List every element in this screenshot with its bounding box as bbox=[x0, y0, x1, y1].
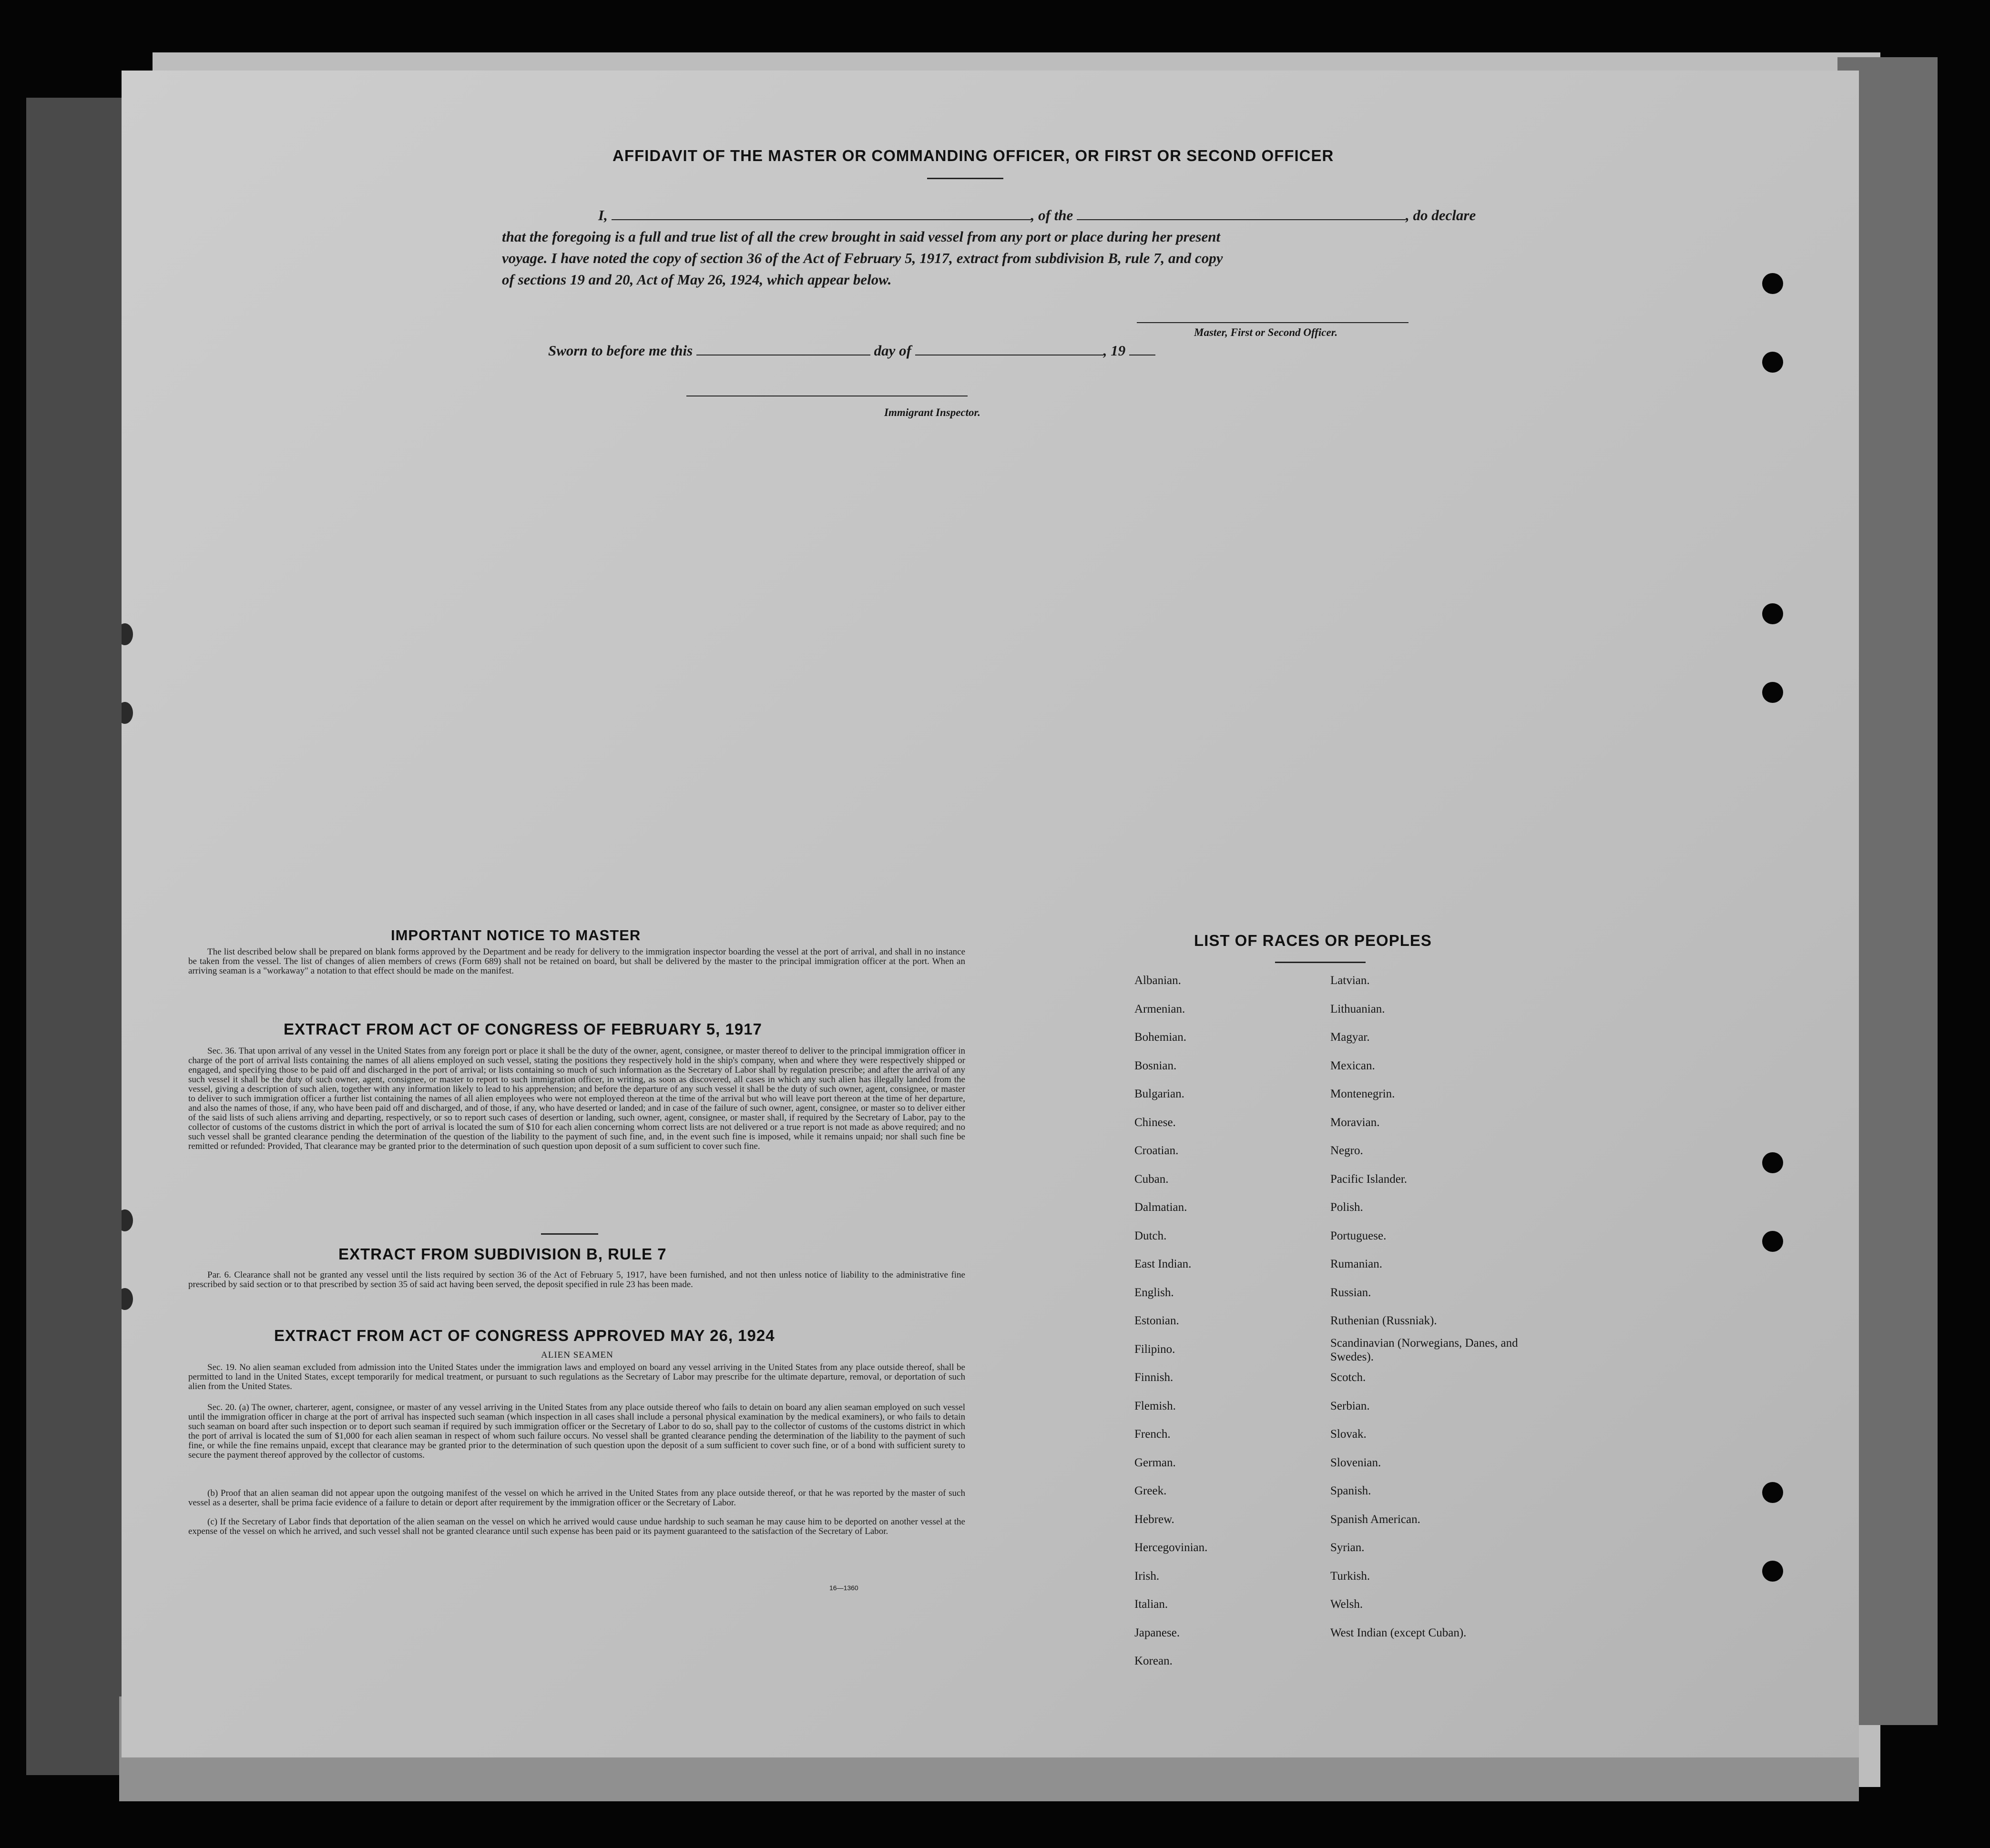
race-item: Croatian. bbox=[1134, 1144, 1179, 1157]
punch-hole bbox=[1762, 603, 1783, 624]
declaration-line-1 bbox=[598, 207, 1476, 224]
race-item: Bulgarian. bbox=[1134, 1087, 1184, 1100]
race-item: Montenegrin. bbox=[1330, 1087, 1395, 1100]
race-item: Dalmatian. bbox=[1134, 1201, 1187, 1214]
race-item: Chinese. bbox=[1134, 1116, 1176, 1129]
race-item: French. bbox=[1134, 1428, 1171, 1441]
rule7-title: EXTRACT FROM SUBDIVISION B, RULE 7 bbox=[338, 1245, 667, 1263]
races-title: LIST OF RACES OR PEOPLES bbox=[1194, 932, 1432, 949]
punch-hole bbox=[1762, 273, 1783, 294]
race-item: Slovak. bbox=[1330, 1428, 1367, 1441]
race-item: Turkish. bbox=[1330, 1569, 1370, 1583]
race-item: Flemish. bbox=[1134, 1399, 1176, 1412]
race-item: Finnish. bbox=[1134, 1371, 1174, 1384]
race-item: Greek. bbox=[1134, 1484, 1167, 1497]
declaration-line-4: of sections 19 and 20, Act of May 26, 1924, which appear below. bbox=[502, 271, 892, 288]
race-item: Dutch. bbox=[1134, 1229, 1167, 1242]
punch-hole bbox=[122, 702, 133, 724]
race-item: Japanese. bbox=[1134, 1626, 1180, 1639]
race-item: Negro. bbox=[1330, 1144, 1363, 1157]
race-item: Mexican. bbox=[1330, 1059, 1375, 1072]
race-item: Serbian. bbox=[1330, 1399, 1370, 1412]
extract-1924-title: EXTRACT FROM ACT OF CONGRESS APPROVED MAY 26, 1924 bbox=[274, 1327, 775, 1344]
sworn-text: Sworn to before me this bbox=[548, 342, 693, 359]
declaration-line-3: voyage. I have noted the copy of section 36 of the Act of February 5, 1917, extract from subdivision B, rule 7, and copy bbox=[502, 250, 1223, 266]
races-right-column bbox=[1330, 966, 1531, 1647]
declaration-do-declare: , do declare bbox=[1406, 207, 1476, 223]
race-item: Russian. bbox=[1330, 1286, 1371, 1299]
punch-hole bbox=[122, 623, 133, 645]
vessel-blank[interactable] bbox=[1077, 208, 1406, 220]
punch-hole bbox=[1762, 352, 1783, 373]
race-item: Italian. bbox=[1134, 1598, 1168, 1611]
race-item: Scotch. bbox=[1330, 1371, 1366, 1384]
declaration-i: I, bbox=[598, 207, 608, 223]
punch-hole bbox=[1762, 1152, 1783, 1173]
race-item: Albanian. bbox=[1134, 974, 1181, 987]
sworn-day-blank[interactable] bbox=[696, 343, 870, 355]
inspector-caption: Immigrant Inspector. bbox=[884, 406, 980, 418]
declaration-of-the: , of the bbox=[1031, 207, 1073, 223]
race-item: Irish. bbox=[1134, 1569, 1160, 1583]
sworn-day-of: day of bbox=[874, 342, 911, 359]
sworn-year-blank[interactable] bbox=[1129, 343, 1155, 355]
race-item: Estonian. bbox=[1134, 1314, 1179, 1327]
notice-title: IMPORTANT NOTICE TO MASTER bbox=[391, 927, 641, 944]
punch-hole bbox=[122, 1288, 133, 1310]
sec20c-text: (c) If the Secretary of Labor finds that deportation of the alien seaman on the vessel on which he arrived would cause undue hardship to such seaman he may cause him to be deported on another vessel at the expense of the vessel on which he arrived, and such vessel shall not be granted clearance until such expense has been paid or its payment guaranteed to the satisfaction of the Secretary of Labor. bbox=[188, 1517, 965, 1536]
race-item: Lithuanian. bbox=[1330, 1002, 1385, 1015]
race-item: Latvian. bbox=[1330, 974, 1370, 987]
punch-hole bbox=[1762, 682, 1783, 703]
race-item: Spanish American. bbox=[1330, 1513, 1420, 1526]
extract-1917-text: Sec. 36. That upon arrival of any vessel in the United States from any foreign port or place it shall be the duty of the owner, agent, consignee, or master thereof to deliver to the principal immigration officer in charge of the port of arrival lists containing the names of all aliens employed on such vessel, stating the positions they respectively hold in the ship's company, when and where they were respectively shipped or engaged, and specifying those to be paid off and discharged in the port of arrival; or lists containing so much of such information as the Secretary of Labor shall by regulation prescribe; and after the arrival of any such vessel it shall be the duty of such owner, agent, consignee, or master to report to such immigration officer, in writing, as soon as discovered, all cases in which any such alien has illegally landed from the vessel, giving a description of such alien, together with any information likely to lead to his apprehension; and before the departure of any such vessel it shall be the duty of such owner, agent, consignee, or master to deliver to such immigration officer a further list containing the names of all alien employees who were not employed thereon at the time of the arrival but who will leave port thereon at the time of her departure, and also the names of those, if any, who have been paid off and discharged, and of those, if any, who have deserted or landed; and in case of the failure of such owner, agent, consignee, or master so to deliver either of the said lists of such aliens arriving and departing, respectively, or so to report such cases of desertion or landing, such owner, agent, consignee, or master shall, if required by the Secretary of Labor, pay to the collector of customs of the customs district in which the port of arrival is located the sum of $10 for each alien concerning whom correct lists are not delivered or a true report is not made as above required; and no such vessel shall be granted clearance pending the determination of the question of the liability to the payment of such fine, and, in the event such fine is imposed, while it remains unpaid; nor shall such fine be remitted or refunded: Provided, That clearance may be granted prior to the determination of such question upon deposit of a sum sufficient to cover such fine. bbox=[188, 1046, 965, 1151]
extract-1917-title: EXTRACT FROM ACT OF CONGRESS OF FEBRUARY 5, 1917 bbox=[284, 1020, 762, 1038]
signature-line[interactable] bbox=[1137, 322, 1408, 323]
race-item: Cuban. bbox=[1134, 1172, 1169, 1186]
rule7-text: Par. 6. Clearance shall not be granted any vessel until the lists required by section 36 of the Act of February 5, 1917, have been furnished, and not then unless notice of liability to the administrative fine prescribed by said section or to that prescribed by section 35 of said act having been served, the deposit specified in rule 23 has been made. bbox=[188, 1270, 965, 1290]
race-item: Portuguese. bbox=[1330, 1229, 1387, 1242]
race-item: Ruthenian (Russniak). bbox=[1330, 1314, 1437, 1327]
punch-hole bbox=[1762, 1231, 1783, 1252]
race-item: Scandinavian (Norwegians, Danes, and Swedes). bbox=[1330, 1336, 1518, 1363]
race-item: Bohemian. bbox=[1134, 1031, 1187, 1044]
race-item: Moravian. bbox=[1330, 1116, 1380, 1129]
race-item: Polish. bbox=[1330, 1201, 1363, 1214]
races-title-rule bbox=[1275, 962, 1366, 963]
sworn-line bbox=[548, 342, 1155, 359]
punch-hole bbox=[1762, 1482, 1783, 1503]
race-item: Rumanian. bbox=[1330, 1258, 1383, 1270]
punch-hole bbox=[122, 1209, 133, 1231]
race-item: Welsh. bbox=[1330, 1598, 1363, 1611]
race-item: West Indian (except Cuban). bbox=[1330, 1626, 1467, 1639]
race-item: Bosnian. bbox=[1134, 1059, 1177, 1072]
race-item: Magyar. bbox=[1330, 1031, 1370, 1044]
race-item: Hebrew. bbox=[1134, 1513, 1174, 1526]
race-item: Syrian. bbox=[1330, 1541, 1365, 1554]
alien-seamen-subtitle: ALIEN SEAMEN bbox=[541, 1350, 613, 1360]
sworn-month-blank[interactable] bbox=[915, 343, 1103, 355]
race-item: German. bbox=[1134, 1456, 1176, 1469]
race-item: Armenian. bbox=[1134, 1002, 1185, 1015]
sec20b-text: (b) Proof that an alien seaman did not appear upon the outgoing manifest of the vessel on which he arrived in the United States from any place outside thereof, or that he was reported by the master of such vessel as a deserter, shall be prima facie evidence of a failure to detain or deport after requirement by the immigration officer or the Secretary of Labor. bbox=[188, 1488, 965, 1508]
punch-hole bbox=[1762, 1561, 1783, 1582]
race-item: Korean. bbox=[1134, 1655, 1173, 1667]
document-page bbox=[122, 71, 1859, 1757]
declaration-line-2: that the foregoing is a full and true list of all the crew brought in said vessel from any port or place during her present bbox=[502, 228, 1221, 245]
race-item: Hercegovinian. bbox=[1134, 1541, 1208, 1554]
name-blank[interactable] bbox=[612, 208, 1031, 220]
race-item: Pacific Islander. bbox=[1330, 1172, 1408, 1186]
race-item: Slovenian. bbox=[1330, 1456, 1381, 1469]
notice-text: The list described below shall be prepared on blank forms approved by the Department and be ready for delivery to the immigration inspector boarding the vessel at the port of arrival, and shall in no instance be taken from the vessel. The list of changes of alien members of crews (Form 689) shall not be retained on board, but shall be delivered by the master to the principal immigration officer at the port. When an arriving seaman is a "workaway" a notation to that effect should be made on the manifest. bbox=[188, 947, 965, 976]
race-item: East Indian. bbox=[1134, 1258, 1192, 1270]
sworn-year-prefix: , 19 bbox=[1103, 342, 1126, 359]
races-left-column bbox=[1134, 966, 1207, 1675]
sec19-text: Sec. 19. No alien seaman excluded from admission into the United States under the immigration laws and employed on board any vessel arriving in the United States from any place outside thereof, shall be permitted to land in the United States, except temporarily for medical treatment, or pursuant to such regulations as the Secretary of Labor may prescribe for the ultimate departure, removal, or deportation of such alien from the United States. bbox=[188, 1362, 965, 1391]
title-rule bbox=[927, 178, 1003, 179]
race-item: English. bbox=[1134, 1286, 1174, 1299]
affidavit-title: AFFIDAVIT OF THE MASTER OR COMMANDING OFFICER, OR FIRST OR SECOND OFFICER bbox=[612, 147, 1334, 164]
race-item: Spanish. bbox=[1330, 1484, 1371, 1497]
signature-caption: Master, First or Second Officer. bbox=[1194, 326, 1338, 338]
form-number: 16—1360 bbox=[829, 1584, 858, 1592]
divider-rule bbox=[541, 1233, 598, 1235]
sec20a-text: Sec. 20. (a) The owner, charterer, agent, consignee, or master of any vessel arriving in the United States from any place outside thereof who fails to detain on board any alien seaman employed on such vessel until the immigration officer in charge at the port of arrival has inspected such seaman (which inspection in all cases shall include a personal physical examination by the medical examiners), or who fails to detain such seaman on board after such inspection or to deport such seaman if required by such immigration officer or the Secretary of Labor to do so, shall pay to the collector of customs of the customs district in which the port of arrival is located the sum of $1,000 for each alien seaman in respect of whom such failure occurs. No vessel shall be granted clearance pending the determination of the liability to the payment of such fine, or while the fine remains unpaid, except that clearance may be granted prior to the determination of such question upon the deposit of a sum sufficient to cover such fine, or of a bond with sufficient surety to secure the payment thereof approved by the collector of customs. bbox=[188, 1402, 965, 1460]
race-item: Filipino. bbox=[1134, 1342, 1175, 1356]
